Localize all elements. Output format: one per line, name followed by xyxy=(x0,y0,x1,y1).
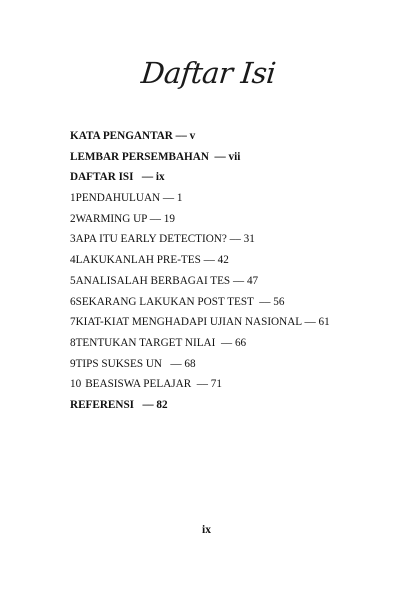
toc-entry-number: 8 xyxy=(70,336,76,349)
toc-entry-label: LAKUKANLAH PRE-TES xyxy=(75,254,201,267)
toc-entry-number: 9 xyxy=(70,357,76,370)
toc-entry-separator: –– xyxy=(146,212,164,225)
toc-entry-label: APA ITU EARLY DETECTION? xyxy=(75,233,227,246)
toc-entry-label: TENTUKAN TARGET NILAI xyxy=(75,336,216,349)
toc-entry-label: DAFTAR ISI xyxy=(70,171,134,184)
toc-entry-label: SEKARANG LAKUKAN POST TEST xyxy=(75,295,254,308)
toc-entry xyxy=(70,292,390,313)
toc-entry-number: 1 xyxy=(70,192,76,205)
table-of-contents xyxy=(70,126,390,416)
toc-entry xyxy=(70,374,390,395)
toc-entry-number: 6 xyxy=(70,295,76,308)
toc-entry-number: 10 xyxy=(70,378,82,391)
toc-entry-label: LEMBAR PERSEMBAHAN xyxy=(70,150,209,163)
toc-entry xyxy=(70,271,390,292)
toc-entry-number: 4 xyxy=(70,254,76,267)
toc-entry-page: 1 xyxy=(176,192,183,205)
toc-entry-label: REFERENSI xyxy=(70,398,135,411)
toc-entry-label: KATA PENGANTAR xyxy=(70,130,173,142)
toc-entry-separator: –– xyxy=(215,336,235,349)
toc-entry-number: 3 xyxy=(70,233,76,246)
toc-entry-page: 42 xyxy=(217,254,229,267)
toc-entry-page: 82 xyxy=(156,398,168,411)
toc-entry xyxy=(70,147,390,168)
toc-entry-label: PENDAHULUAN xyxy=(75,192,161,205)
toc-entry-separator: –– xyxy=(230,274,247,287)
toc-entry-separator: –– xyxy=(208,150,229,163)
toc-entry xyxy=(70,167,390,188)
toc-entry-label: BEASISWA PELAJAR xyxy=(85,378,192,391)
toc-entry-separator: –– xyxy=(133,171,156,184)
toc-entry-page: 31 xyxy=(243,233,255,246)
toc-entry-separator: –– xyxy=(134,398,157,411)
toc-entry-page: 66 xyxy=(234,336,247,349)
toc-entry xyxy=(70,354,390,375)
toc-entry-separator: –– xyxy=(301,316,319,329)
toc-entry-separator: –– xyxy=(226,233,244,246)
toc-entry-label: ANALISALAH BERBAGAI TES xyxy=(75,274,231,287)
toc-entry-separator: –– xyxy=(160,192,177,205)
toc-entry-label: KIAT-KIAT MENGHADAPI UJIAN NASIONAL xyxy=(75,316,302,329)
toc-entry-page: v xyxy=(189,130,196,142)
toc-entry-page: 19 xyxy=(163,212,175,225)
toc-entry-separator: –– xyxy=(191,378,211,391)
toc-entry-page: 47 xyxy=(246,274,259,287)
toc-entry-page: 61 xyxy=(318,316,330,329)
toc-entry xyxy=(70,188,390,209)
toc-entry-label: TIPS SUKSES UN xyxy=(75,357,163,370)
toc-entry xyxy=(70,126,390,147)
toc-entry-label: WARMING UP xyxy=(75,212,147,225)
toc-entry-separator: –– xyxy=(162,357,185,370)
toc-entry xyxy=(70,250,390,271)
toc-entry-separator: –– xyxy=(253,295,274,308)
toc-entry-separator: –– xyxy=(172,130,190,142)
toc-entry xyxy=(70,312,390,333)
toc-entry-page: 71 xyxy=(210,378,222,391)
page-title: Daftar Isi xyxy=(139,56,278,90)
toc-entry-number: 7 xyxy=(70,316,76,329)
toc-entry xyxy=(70,229,390,250)
toc-entry xyxy=(70,209,390,230)
toc-entry-number: 5 xyxy=(70,274,76,287)
toc-entry-number: 2 xyxy=(70,212,76,225)
toc-entry-page: ix xyxy=(155,171,165,184)
page-number: ix xyxy=(202,524,211,536)
toc-entry xyxy=(70,395,390,416)
toc-entry-page: 68 xyxy=(184,357,196,370)
toc-entry-separator: –– xyxy=(200,254,218,267)
toc-entry-page: vii xyxy=(228,150,241,163)
toc-entry xyxy=(70,333,390,354)
toc-entry-page: 56 xyxy=(273,295,285,308)
